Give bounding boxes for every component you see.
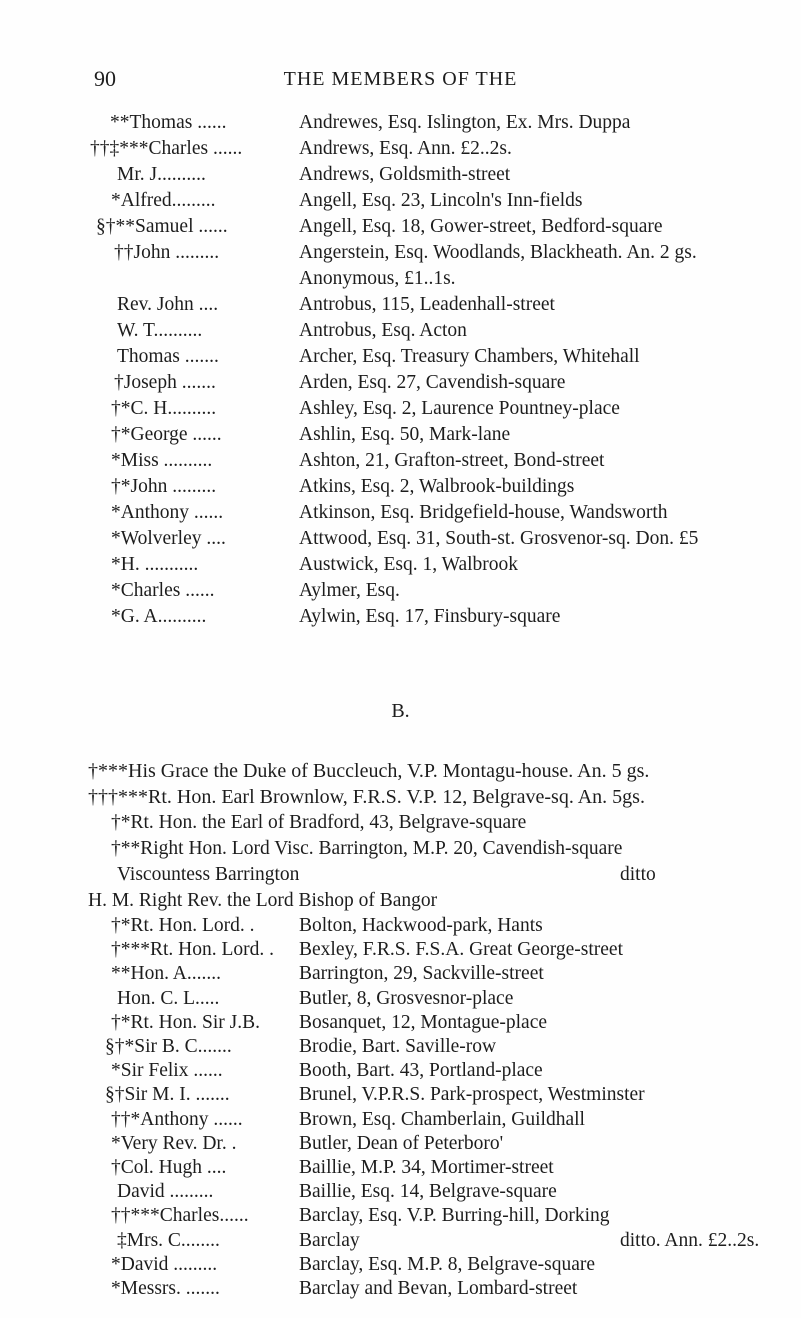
member-detail: Booth, Bart. 43, Portland-place bbox=[299, 1060, 543, 1082]
member-name: ††***Charles...... bbox=[111, 1205, 249, 1227]
member-name: Thomas ....... bbox=[117, 346, 219, 367]
list-item bbox=[0, 188, 801, 214]
member-detail: Baillie, M.P. 34, Mortimer-street bbox=[299, 1157, 554, 1178]
member-detail: Austwick, Esq. 1, Walbrook bbox=[299, 554, 519, 575]
member-name: §†Sir M. I. ....... bbox=[105, 1084, 230, 1106]
member-name: W. T.......... bbox=[117, 320, 203, 341]
list-item bbox=[0, 292, 801, 318]
list-item bbox=[0, 1132, 801, 1156]
list-item bbox=[0, 1083, 801, 1107]
member-name: *Miss .......... bbox=[111, 450, 213, 471]
list-item bbox=[0, 578, 801, 604]
member-detail: Andrewes, Esq. Islington, Ex. Mrs. Duppa bbox=[299, 112, 631, 133]
member-detail: Baillie, Esq. 14, Belgrave-square bbox=[299, 1181, 557, 1203]
member-detail: Andrews, Esq. Ann. £2..2s. bbox=[299, 138, 512, 159]
running-title: THE MEMBERS OF THE bbox=[283, 68, 518, 90]
member-detail-extra: ditto. Ann. £2..2s. bbox=[620, 1229, 760, 1251]
member-name: *Messrs. ....... bbox=[111, 1278, 220, 1299]
list-item bbox=[0, 962, 801, 986]
list-item-wide: H. M. Right Rev. the Lord Bishop of Bangor bbox=[88, 890, 438, 911]
member-detail: Barclay bbox=[299, 1229, 360, 1251]
member-detail: Brunel, V.P.R.S. Park-prospect, Westminster bbox=[299, 1084, 645, 1106]
list-item bbox=[0, 987, 801, 1011]
member-detail: Bexley, F.R.S. F.S.A. Great George-street bbox=[299, 939, 623, 961]
member-detail: Bolton, Hackwood-park, Hants bbox=[299, 915, 543, 936]
member-name: §†**Samuel ...... bbox=[96, 216, 228, 237]
list-item bbox=[0, 214, 801, 240]
member-name: †*John ......... bbox=[111, 476, 217, 497]
member-detail: Antrobus, Esq. Acton bbox=[299, 320, 467, 341]
member-detail: Ashton, 21, Grafton-street, Bond-street bbox=[299, 450, 605, 471]
member-detail: Barclay and Bevan, Lombard-street bbox=[299, 1278, 578, 1299]
section-letter: B. bbox=[391, 700, 410, 722]
list-item bbox=[0, 1156, 801, 1180]
member-name: *Sir Felix ...... bbox=[111, 1060, 223, 1082]
member-name: †Col. Hugh .... bbox=[111, 1157, 227, 1178]
member-name: †*George ...... bbox=[111, 424, 222, 445]
member-name: *Very Rev. Dr. . bbox=[111, 1132, 237, 1154]
list-item-wide: †***His Grace the Duke of Buccleuch, V.P. Montagu-house. An. 5 gs. bbox=[88, 760, 650, 782]
page-number: 90 bbox=[94, 66, 116, 91]
list-item bbox=[0, 1277, 801, 1301]
member-detail: Butler, 8, Grosvesnor-place bbox=[299, 987, 514, 1009]
list-item bbox=[0, 1180, 801, 1204]
list-item-continuation bbox=[0, 266, 801, 292]
member-detail: Arden, Esq. 27, Cavendish-square bbox=[299, 372, 566, 393]
list-item-wide: Viscountess Barrington bbox=[117, 864, 300, 885]
list-item bbox=[0, 344, 801, 370]
list-item bbox=[0, 110, 801, 136]
list-item bbox=[0, 422, 801, 448]
member-detail: Atkinson, Esq. Bridgefield-house, Wandsworth bbox=[299, 502, 668, 523]
member-name: †Joseph ....... bbox=[114, 372, 216, 393]
member-detail: Ashlin, Esq. 50, Mark-lane bbox=[299, 424, 511, 445]
member-name: Rev. John .... bbox=[117, 294, 219, 315]
list-item bbox=[0, 1204, 801, 1228]
member-detail: Andrews, Goldsmith-street bbox=[299, 164, 511, 185]
list-item bbox=[0, 240, 801, 266]
member-name: †*Rt. Hon. Lord. . bbox=[111, 915, 255, 936]
list-item bbox=[0, 1229, 801, 1253]
page-header bbox=[0, 66, 801, 96]
member-detail: Brodie, Bart. Saville-row bbox=[299, 1036, 497, 1057]
list-item-wide: †**Right Hon. Lord Visc. Barrington, M.P. 20, Cavendish-square bbox=[111, 838, 623, 859]
list-item bbox=[0, 1011, 801, 1035]
list-item bbox=[0, 396, 801, 422]
list-item bbox=[0, 938, 801, 962]
member-name: †*Rt. Hon. Sir J.B. bbox=[111, 1011, 260, 1033]
member-detail: Ashley, Esq. 2, Laurence Pountney-place bbox=[299, 398, 620, 419]
member-detail: Archer, Esq. Treasury Chambers, Whitehall bbox=[299, 346, 640, 367]
list-item bbox=[0, 448, 801, 474]
member-detail: Barclay, Esq. M.P. 8, Belgrave-square bbox=[299, 1253, 596, 1275]
member-name: *Wolverley .... bbox=[111, 528, 226, 549]
list-item bbox=[0, 318, 801, 344]
member-name: *David ......... bbox=[111, 1253, 218, 1275]
member-name: Mr. J.......... bbox=[117, 164, 206, 185]
member-name: §†*Sir B. C....... bbox=[105, 1036, 232, 1057]
member-name: *G. A.......... bbox=[111, 606, 207, 627]
list-item bbox=[0, 914, 801, 938]
member-detail: Angerstein, Esq. Woodlands, Blackheath. An. 2 gs. bbox=[299, 242, 697, 263]
member-name: †***Rt. Hon. Lord. . bbox=[111, 939, 275, 961]
member-detail: Butler, Dean of Peterboro' bbox=[299, 1132, 504, 1154]
member-detail: Barclay, Esq. V.P. Burring-hill, Dorking bbox=[299, 1205, 610, 1227]
member-detail: Angell, Esq. 23, Lincoln's Inn-fields bbox=[299, 190, 583, 211]
member-name: †*C. H.......... bbox=[111, 398, 217, 419]
member-detail: Aylwin, Esq. 17, Finsbury-square bbox=[299, 606, 561, 627]
member-detail: Atkins, Esq. 2, Walbrook-buildings bbox=[299, 476, 575, 497]
list-item bbox=[0, 1035, 801, 1059]
member-detail-continuation: Anonymous, £1..1s. bbox=[299, 268, 456, 289]
list-item bbox=[0, 1059, 801, 1083]
member-name: ††John ......... bbox=[114, 242, 220, 263]
member-detail: Aylmer, Esq. bbox=[299, 580, 400, 601]
list-item bbox=[0, 136, 801, 162]
list-item bbox=[0, 474, 801, 500]
member-name: ††*Anthony ...... bbox=[111, 1108, 243, 1130]
member-detail: Brown, Esq. Chamberlain, Guildhall bbox=[299, 1108, 585, 1130]
member-name: *H. ........... bbox=[111, 554, 199, 575]
member-detail: Attwood, Esq. 31, South-st. Grosvenor-sq. Don. £5 bbox=[299, 528, 699, 549]
member-name: **Hon. A....... bbox=[111, 963, 221, 985]
list-item bbox=[0, 1253, 801, 1277]
member-name: Hon. C. L..... bbox=[117, 987, 220, 1009]
member-name: *Alfred......... bbox=[111, 190, 216, 211]
member-name: David ......... bbox=[117, 1181, 214, 1203]
list-item bbox=[0, 604, 801, 630]
member-detail: Angell, Esq. 18, Gower-street, Bedford-square bbox=[299, 216, 663, 237]
member-name: *Charles ...... bbox=[111, 580, 215, 601]
list-item bbox=[0, 552, 801, 578]
member-detail: Bosanquet, 12, Montague-place bbox=[299, 1011, 548, 1033]
list-item bbox=[0, 526, 801, 552]
list-item-wide: †††***Rt. Hon. Earl Brownlow, F.R.S. V.P. 12, Belgrave-sq. An. 5gs. bbox=[88, 786, 645, 808]
member-name: *Anthony ...... bbox=[111, 502, 224, 523]
list-item bbox=[0, 500, 801, 526]
list-item-wide: †*Rt. Hon. the Earl of Bradford, 43, Belgrave-square bbox=[111, 812, 527, 833]
member-name: ‡Mrs. C........ bbox=[117, 1229, 220, 1251]
list-item bbox=[0, 1108, 801, 1132]
member-detail: Barrington, 29, Sackville-street bbox=[299, 963, 544, 985]
member-name: **Thomas ...... bbox=[110, 112, 227, 133]
member-name: ††‡***Charles ...... bbox=[90, 138, 243, 159]
list-item bbox=[0, 370, 801, 396]
member-detail: Antrobus, 115, Leadenhall-street bbox=[299, 294, 555, 315]
list-item bbox=[0, 162, 801, 188]
ditto-mark: ditto bbox=[620, 864, 656, 885]
